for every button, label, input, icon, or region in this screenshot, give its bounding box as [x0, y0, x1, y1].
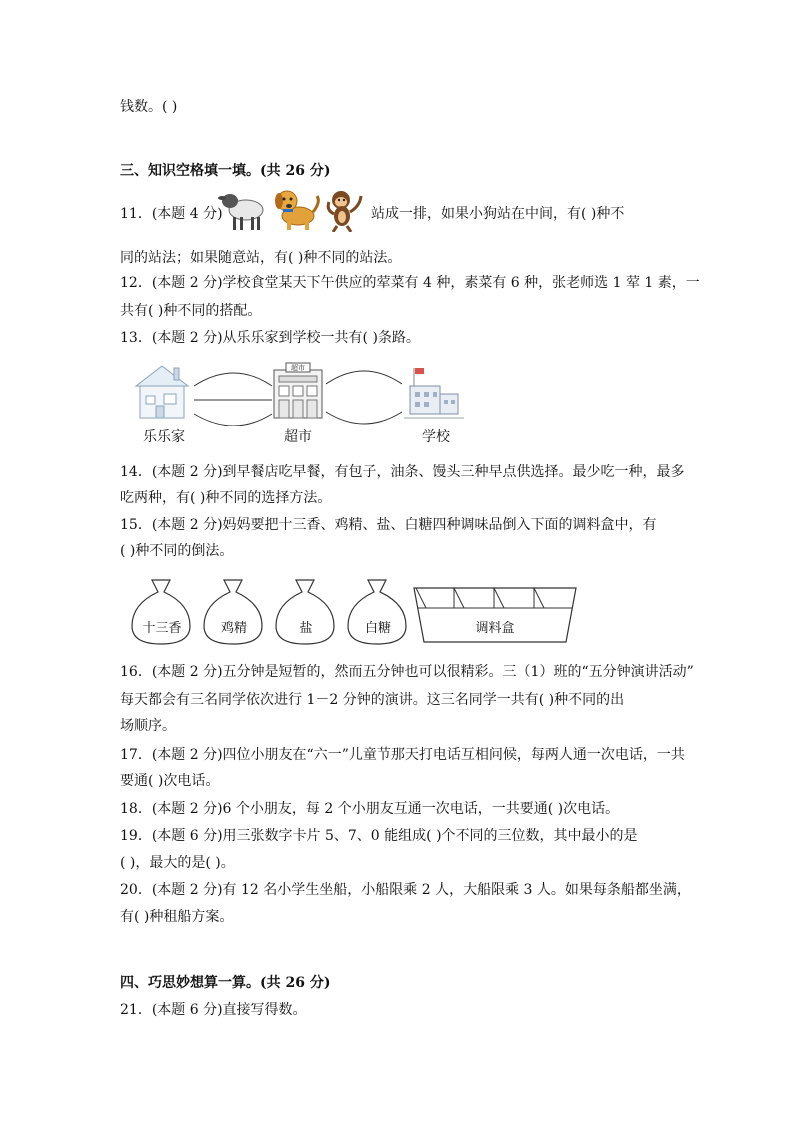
text-line: ( )，最大的是( )。	[120, 855, 235, 871]
market-building-icon	[274, 363, 322, 418]
text-line: 共有( )种不同的搭配。	[120, 303, 262, 319]
text-line: 16．(本题 2 分)五分钟是短暂的，然而五分钟也可以很精彩。三（1）班的“五分钟演讲活动”	[120, 664, 694, 680]
q11-tail: 站成一排，如果小狗站在中间，有( )种不	[371, 206, 625, 222]
text-line: 要通( )次电话。	[120, 773, 220, 789]
text-line: 21．(本题 6 分)直接写得数。	[120, 1002, 307, 1018]
text-line: 12．(本题 2 分)学校食堂某天下午供应的荤菜有 4 种，素菜有 6 种，张老师选 1 荤 1 素，一	[120, 275, 700, 291]
house-icon	[136, 366, 188, 418]
home-label: 乐乐家	[143, 429, 185, 445]
bag-label: 白糖	[364, 621, 391, 636]
animals-image	[213, 188, 371, 232]
text-line: 20．(本题 2 分)有 12 名小学生坐船，小船限乘 2 人，大船限乘 3 人。如果每条船都坐满，	[120, 882, 691, 898]
box-label: 调料盒	[475, 621, 515, 636]
text-line: 每天都会有三名同学依次进行 1－2 分钟的演讲。这三名同学一共有( )种不同的出	[120, 692, 625, 708]
text-line: 场顺序。	[120, 718, 176, 734]
text-line: 有( )种租船方案。	[120, 909, 234, 925]
text-line: 15．(本题 2 分)妈妈要把十三香、鸡精、盐、白糖四种调味品倒入下面的调料盒中，有	[120, 517, 657, 533]
text-line: 钱数。( )	[120, 99, 178, 115]
roads-left	[194, 373, 272, 426]
market-label: 超市	[284, 429, 312, 445]
route-map	[134, 360, 464, 426]
school-icon	[404, 368, 464, 418]
text-line: 同的站法；如果随意站，有( )种不同的站法。	[120, 250, 402, 266]
text-line: 14．(本题 2 分)到早餐店吃早餐，有包子，油条、馒头三种早点供选择。最少吃一种，最多	[120, 464, 685, 480]
dog-icon	[275, 191, 318, 230]
text-line: 17．(本题 2 分)四位小朋友在“六一”儿童节那天打电话互相问候，每两人通一次电话，一共	[120, 747, 685, 763]
q11-head: 11．(本题 4 分)	[120, 206, 223, 222]
bag-label: 鸡精	[220, 621, 247, 636]
text-line: 13．(本题 2 分)从乐乐家到学校一共有( )条路。	[120, 330, 420, 346]
section-title-4: 四、巧思妙想算一算。(共 26 分)	[120, 975, 331, 991]
section-title-3: 三、知识空格填一填。(共 26 分)	[120, 163, 331, 179]
roads-right	[326, 371, 402, 424]
monkey-icon	[328, 191, 361, 232]
bag-label: 十三香	[142, 621, 182, 636]
sheep-icon	[218, 194, 263, 230]
text-line: 18．(本题 2 分)6 个小朋友，每 2 个小朋友互通一次电话，一共要通( )次电话。	[120, 801, 620, 817]
text-line: 19．(本题 6 分)用三张数字卡片 5、7、0 能组成( )个不同的三位数，其中最小的是	[120, 828, 638, 844]
text-line: 吃两种，有( )种不同的选择方法。	[120, 490, 332, 506]
school-label: 学校	[422, 429, 450, 445]
bag-label: 盐	[299, 621, 313, 636]
text-line: ( )种不同的倒法。	[120, 543, 234, 559]
market-sign-label: 超市	[291, 364, 305, 372]
